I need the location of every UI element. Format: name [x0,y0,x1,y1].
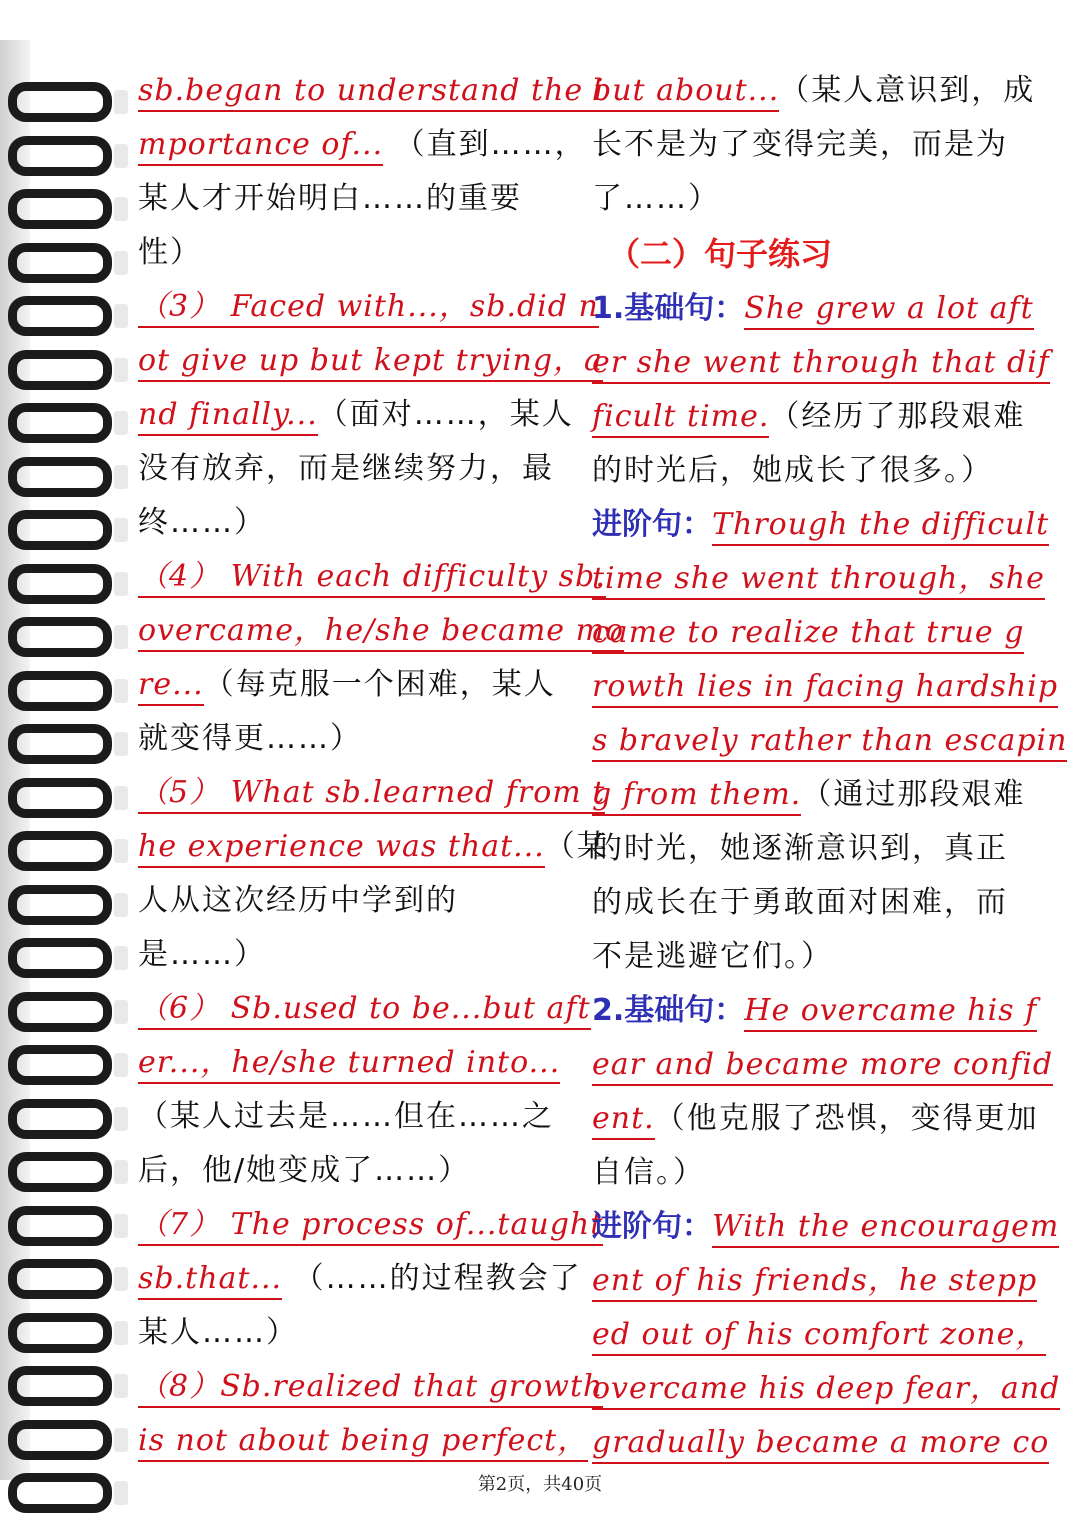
english-phrase: nd finally... [138,397,318,436]
spiral-coil [8,1366,128,1412]
text-line [592,1092,1039,1146]
text-line [592,444,1034,498]
text-line [138,1090,574,1144]
english-phrase: （8）Sb.realized that growth [138,1369,603,1408]
chinese-gloss: 了……） [592,181,720,216]
text-line [138,226,574,280]
spiral-coil [8,938,128,984]
text-line [592,498,1050,552]
text-line [138,172,574,226]
right-column-continuation [592,64,1034,226]
text-line [138,1252,582,1306]
text-line [592,64,1034,118]
text-line [138,496,574,550]
chinese-gloss: （每克服一个困难，某人 [203,667,556,702]
text-line [138,118,587,172]
english-phrase: re... [138,667,204,706]
spiral-coil [8,350,128,396]
text-line [592,1200,1060,1254]
text-line [592,984,1038,1038]
english-phrase: mportance of... [138,127,383,166]
text-line [138,928,574,982]
text-line [138,982,591,1036]
page-footer: 第2页，共40页 [477,1474,603,1495]
chinese-gloss: （他克服了恐惧，变得更加 [654,1101,1039,1136]
english-phrase: er...，he/she turned into... [138,1045,560,1084]
sentence-practice [592,282,1068,1470]
spiral-coil [8,243,128,289]
text-line [138,280,599,334]
text-line [138,1414,589,1468]
english-phrase: but about... [592,73,779,112]
english-phrase: She grew a lot aft [744,291,1033,330]
chinese-gloss: （经历了那段艰难 [769,399,1026,434]
spiral-coil [8,1259,128,1305]
english-phrase: （3） Faced with...，sb.did n [138,289,599,328]
spiral-binding [0,40,140,1480]
english-phrase: overcame，he/she became mo [138,613,624,652]
sentence-label: 2.基础句： [592,993,745,1028]
english-phrase: ot give up but kept trying，a [138,343,603,382]
english-phrase: s bravely rather than escapin [592,723,1067,762]
english-phrase: rowth lies in facing hardship [592,669,1058,708]
sentence-label: 1.基础句： [592,291,745,326]
english-phrase: overcame his deep fear，and [592,1371,1060,1410]
english-phrase: is not about being perfect， [138,1423,588,1462]
chinese-gloss: （面对……，某人 [317,397,574,432]
text-line [138,334,603,388]
spiral-coil [8,724,128,770]
text-line [592,1038,1054,1092]
text-line [138,1198,604,1252]
text-line [138,1306,574,1360]
chinese-gloss: （某人过去是……但在……之 [138,1099,554,1134]
chinese-gloss: 某人才开始明白……的重要 [138,181,522,216]
text-line [592,172,1034,226]
text-line [592,930,1034,984]
english-phrase: came to realize that true g [592,615,1024,654]
text-line [592,606,1034,660]
text-line [138,1144,574,1198]
text-line [592,118,1034,172]
spiral-coil [8,189,128,235]
chinese-gloss: 后，他/她变成了……） [138,1153,471,1188]
chinese-gloss: 人从这次经历中学到的 [138,883,458,918]
chinese-gloss: 终……） [138,505,266,540]
spiral-coil [8,671,128,717]
spiral-coil [8,1313,128,1359]
spiral-coil [8,778,128,824]
spiral-coil [8,82,128,128]
text-line [592,1416,1050,1470]
spiral-coil [8,992,128,1038]
spiral-coil [8,885,128,931]
english-phrase: ent of his friends，he stepp [592,1263,1037,1302]
spiral-coil [8,136,128,182]
text-line [592,714,1068,768]
text-line [138,874,574,928]
text-line [138,1360,604,1414]
right-column [592,64,1068,1470]
text-line [592,1146,1034,1200]
text-line [592,1362,1061,1416]
chinese-gloss: （某人意识到，成 [779,73,1036,108]
spiral-coil [8,296,128,342]
chinese-gloss: 是……） [138,937,266,972]
spiral-coil [8,1152,128,1198]
chinese-gloss: 某人……） [138,1315,298,1350]
spiral-coil [8,1420,128,1466]
spiral-coil [8,457,128,503]
english-phrase: ed out of his comfort zone， [592,1317,1046,1356]
chinese-gloss: （某 [544,829,609,864]
chinese-gloss: （……的过程教会了 [282,1261,582,1296]
english-phrase: Through the difficult [712,507,1049,546]
section-heading: （二）句子练习 [608,235,833,273]
english-phrase: He overcame his f [744,993,1037,1032]
english-phrase: g from them. [592,777,801,816]
chinese-gloss: （直到……， [383,127,587,162]
english-phrase: sb.that... [138,1261,282,1300]
text-line [592,876,1034,930]
spiral-coil [8,617,128,663]
english-phrase: time she went through，she [592,561,1045,600]
spiral-coil [8,403,128,449]
spiral-coil [8,1206,128,1252]
english-phrase: ent. [592,1101,655,1140]
text-line [138,388,574,442]
text-line [138,64,605,118]
chinese-gloss: 不是逃避它们。） [592,939,833,974]
text-line [138,604,625,658]
text-line [592,1254,1038,1308]
text-line [592,336,1050,390]
english-phrase: gradually became a more co [592,1425,1049,1464]
text-line [138,1036,574,1090]
chinese-gloss: 长不是为了变得完美，而是为 [592,127,1008,162]
sentence-label: 进阶句： [592,1209,712,1244]
spiral-coil [8,1099,128,1145]
text-line [138,820,609,874]
text-line [592,552,1045,606]
sentence-label: 进阶句： [592,507,712,542]
english-phrase: With the encouragem [712,1209,1059,1248]
text-line [138,550,606,604]
text-line [592,660,1059,714]
spiral-coil [8,564,128,610]
english-phrase: ficult time. [592,399,769,438]
text-line [592,822,1034,876]
english-phrase: er she went through that dif [592,345,1050,384]
text-line [592,282,1034,336]
text-line [138,442,574,496]
text-line [138,658,574,712]
english-phrase: （5） What sb.learned from t [138,775,605,814]
spiral-coil [8,510,128,556]
english-phrase: sb.began to understand the i [138,73,604,112]
text-line [592,390,1034,444]
spiral-coil [8,831,128,877]
chinese-gloss: 自信。） [592,1155,705,1190]
text-line [138,766,606,820]
english-phrase: （4） With each difficulty sb. [138,559,606,598]
chinese-gloss: 的时光后，她成长了很多。） [592,453,993,488]
spiral-coil [8,1045,128,1091]
text-line [138,712,574,766]
chinese-gloss: 的成长在于勇敢面对困难，而 [592,885,1008,920]
chinese-gloss: 没有放弃，而是继续努力，最 [138,451,554,486]
chinese-gloss: 就变得更……） [138,721,362,756]
chinese-gloss: （通过那段艰难 [801,777,1026,812]
english-phrase: （6） Sb.used to be...but aft [138,991,591,1030]
chinese-gloss: 性） [138,235,202,270]
chinese-gloss: 的时光，她逐渐意识到，真正 [592,831,1008,866]
text-line [592,1308,1047,1362]
text-line [592,768,1034,822]
english-phrase: （7） The process of...taught [138,1207,603,1246]
english-phrase: he experience was that... [138,829,545,868]
english-phrase: ear and became more confid [592,1047,1053,1086]
